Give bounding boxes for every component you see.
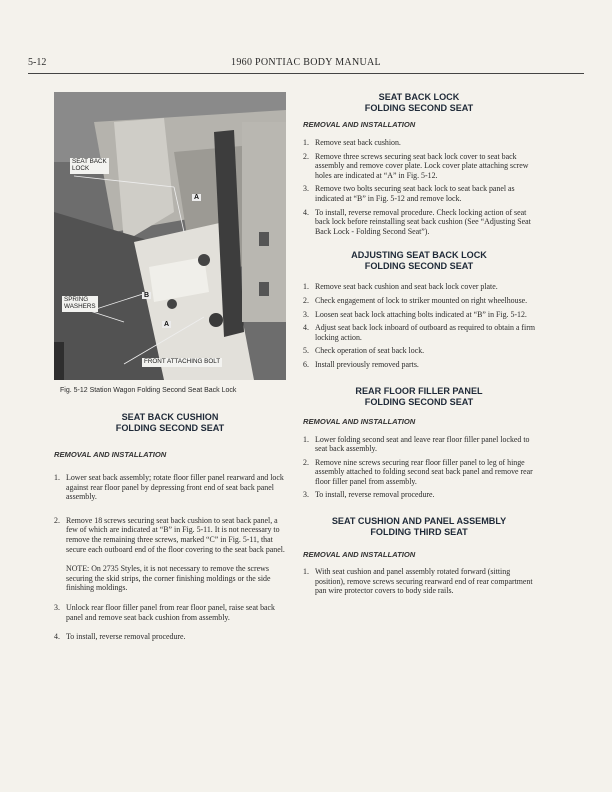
- section-title-line: FOLDING SECOND SEAT: [115, 423, 225, 433]
- list-item: 6. Install previously removed parts.: [303, 359, 419, 369]
- note: NOTE: On 2735 Styles, it is not necessary to remove the screws securing the skid strips, the corner finishing moldings or the side finishing moldings.: [66, 564, 271, 593]
- step-list: [54, 473, 286, 554]
- header-rule: [28, 73, 584, 74]
- list-item: 5. Check operation of seat back lock.: [303, 346, 425, 356]
- page-number: 5-12: [28, 57, 47, 68]
- list-item: 3. Unlock rear floor filler panel from rear floor panel, raise seat back panel and remove seat back cushion from assembly.: [54, 602, 276, 622]
- section-title: REAR FLOOR FILLER PANEL FOLDING SECOND SEAT: [355, 385, 483, 407]
- list-item: 4. To install, reverse removal procedure.: [54, 632, 186, 642]
- section-title: [54, 412, 286, 434]
- step-list: [303, 435, 535, 501]
- step-list: [54, 603, 286, 642]
- figure-caption: Fig. 5-12 Station Wagon Folding Second Seat Back Lock: [60, 387, 237, 394]
- list-item: 3. To install, reverse removal procedure.: [303, 490, 435, 500]
- list-item: 2. Remove nine screws securing rear floor filler panel to leg of hinge assembly attached to folding second seat back panel and remove rear floor filler panel from assembly.: [303, 457, 533, 486]
- running-title: 1960 PONTIAC BODY MANUAL: [231, 57, 381, 68]
- section-title-line: SEAT BACK CUSHION: [121, 412, 219, 422]
- step-list: [303, 138, 535, 236]
- right-column: [303, 92, 535, 596]
- subhead: REMOVAL AND INSTALLATION: [54, 450, 167, 459]
- list-item: 1. Lower folding second seat and leave rear floor filler panel locked to seat back assembly.: [303, 434, 530, 454]
- seat-back-lock-photo: [54, 92, 286, 380]
- callout-front-attaching-bolt: FRONT ATTACHING BOLT: [144, 358, 221, 365]
- list-item: 3. Loosen seat back lock attaching bolts indicated at “B” in Fig. 5-12.: [303, 309, 527, 319]
- callout-seat-back-lock: SEAT BACK LOCK: [72, 158, 107, 172]
- figure-5-12: [54, 92, 286, 380]
- section-title: ADJUSTING SEAT BACK LOCK FOLDING SECOND SEAT: [351, 250, 487, 272]
- list-item: 1. Remove seat back cushion and seat back lock cover plate.: [303, 282, 498, 292]
- callout-letter-a-lower: A: [164, 321, 170, 328]
- list-item: 4. To install, reverse removal procedure. Check locking action of seat back lock before reinstalling seat back cushion (See “Adjusting Seat Back Lock - Folding Second Seat”).: [303, 207, 531, 236]
- subhead: REMOVAL AND INSTALLATION: [303, 550, 416, 560]
- list-item: 2. Remove 18 screws securing seat back cushion to seat back panel, a few of which are indicated at “B” in Fig. 5-11. It is not necessary to remove the remaining three screws, marked “C” in Fig. 5-11, that secure each outboard end of the floor covering to the seat back panel.: [54, 515, 285, 554]
- left-column: [54, 92, 286, 642]
- subhead: REMOVAL AND INSTALLATION: [303, 416, 416, 426]
- page-header: [28, 57, 584, 71]
- callout-spring-washers: SPRING WASHERS: [64, 296, 96, 310]
- list-item: 2. Remove three screws securing seat back lock cover to seat back assembly and remove cover plate. Lock cover plate attaching screw holes are indicated at “A” in Fig. 5-12.: [303, 151, 529, 180]
- section-title: SEAT CUSHION AND PANEL ASSEMBLY FOLDING THIRD SEAT: [331, 516, 507, 538]
- section-title: SEAT BACK LOCK FOLDING SECOND SEAT: [364, 92, 474, 113]
- list-item: 1. Lower seat back assembly; rotate floor filler panel rearward and lock against rear floor panel by depressing front end of seat back panel assembly.: [54, 473, 284, 502]
- step-list: [303, 282, 535, 369]
- callout-letter-a-upper: A: [194, 194, 200, 201]
- subhead: REMOVAL AND INSTALLATION: [303, 120, 416, 129]
- list-item: 3. Remove two bolts securing seat back lock to seat back panel as indicated at “B” in Fig. 5-12 and remove lock.: [303, 184, 515, 203]
- list-item: 4. Adjust seat back lock inboard of outboard as required to obtain a firm locking action.: [303, 323, 535, 342]
- callout-letter-b: B: [144, 292, 150, 299]
- list-item: 1. With seat cushion and panel assembly rotated forward (sitting position), remove screws securing rearward end of rear compartment pan wire protector covers to body side rails.: [303, 567, 533, 596]
- step-list: [303, 567, 535, 596]
- list-item: 1. Remove seat back cushion.: [303, 138, 401, 147]
- list-item: 2. Check engagement of lock to striker mounted on right wheelhouse.: [303, 295, 528, 305]
